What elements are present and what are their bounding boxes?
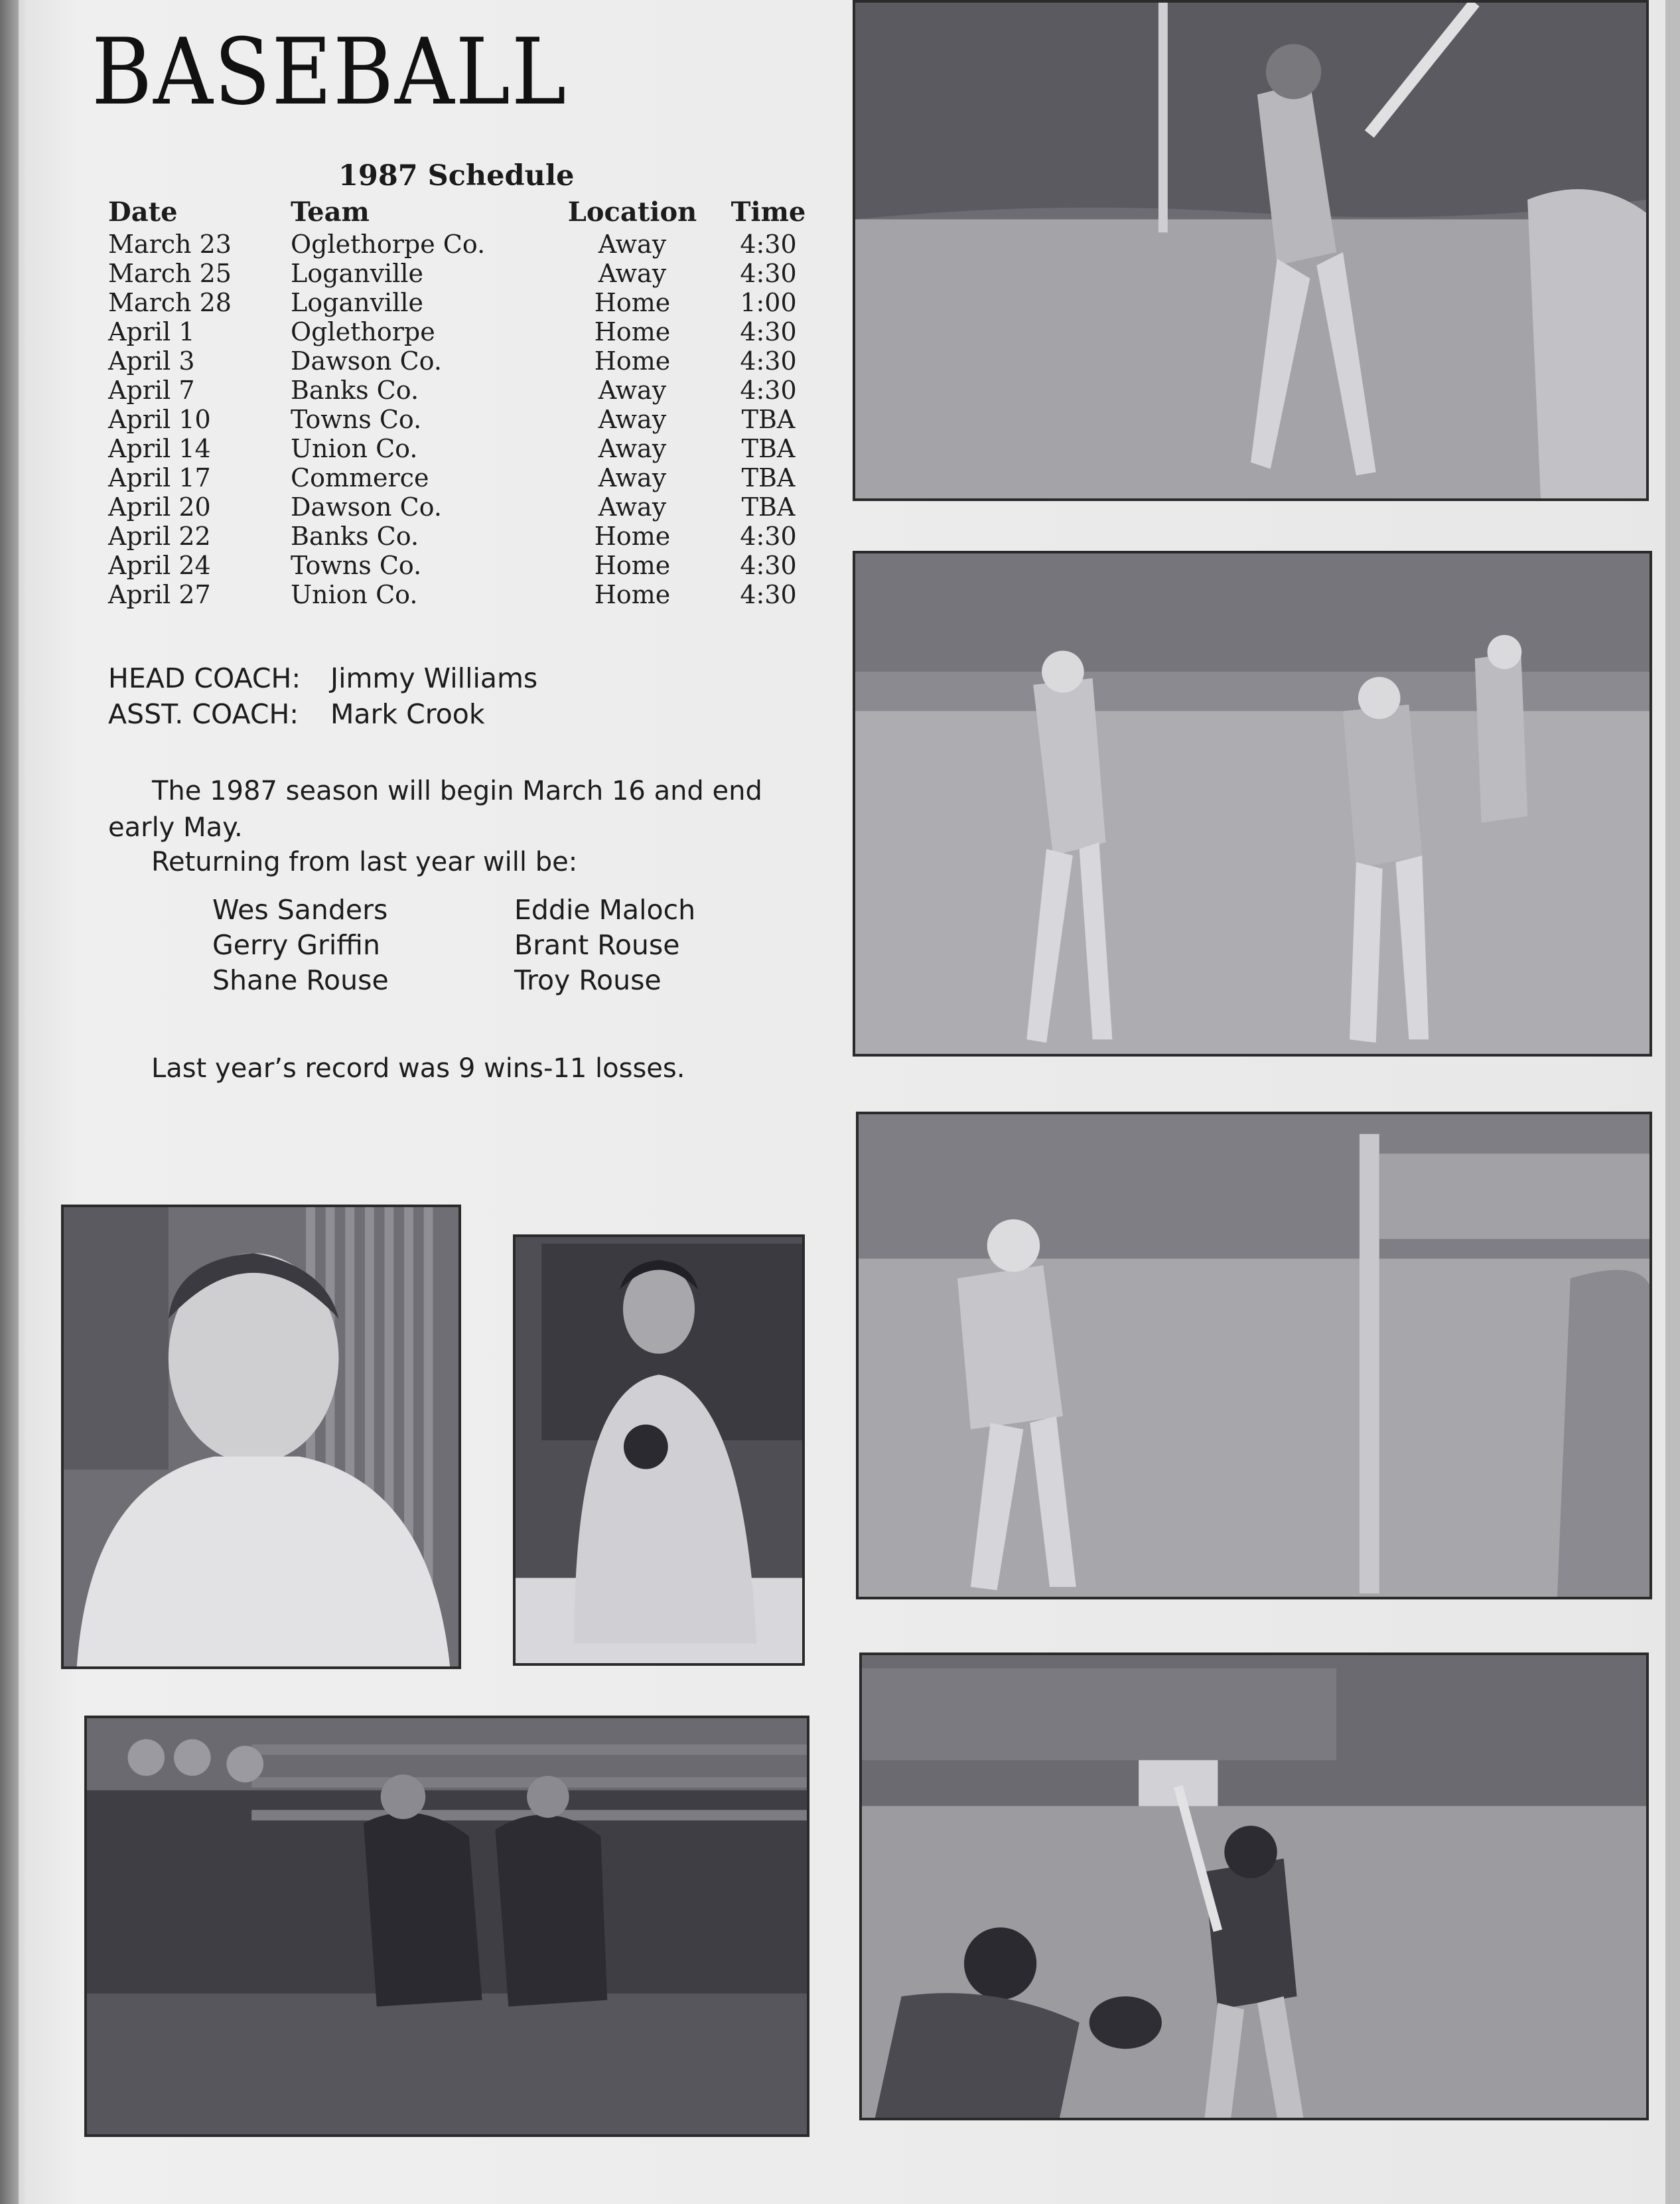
player-name: Eddie Maloch	[514, 894, 696, 926]
asst-coach-name: Mark Crook	[330, 698, 485, 730]
game-location: Away	[598, 405, 667, 434]
game-time: 1:00	[740, 288, 797, 317]
photo-assistant-coach	[513, 1234, 805, 1666]
game-team: Loganville	[291, 259, 423, 288]
game-time: 4:30	[740, 551, 797, 580]
game-team: Commerce	[291, 463, 429, 492]
schedule-row	[108, 230, 818, 259]
head-coach-label: HEAD COACH:	[108, 662, 301, 694]
game-location: Away	[598, 434, 667, 463]
game-time: 4:30	[740, 230, 797, 259]
page-edge	[1665, 0, 1680, 2204]
player-name: Wes Sanders	[212, 894, 388, 926]
photo-batter-catcher	[859, 1653, 1649, 2120]
header-team: Team	[291, 196, 370, 228]
game-date: April 24	[108, 551, 211, 580]
schedule-table	[108, 198, 818, 609]
game-location: Away	[598, 259, 667, 288]
players-left-column	[212, 893, 389, 998]
game-date: March 23	[108, 230, 232, 259]
schedule-row	[108, 259, 818, 288]
game-location: Away	[598, 376, 667, 405]
game-time: TBA	[741, 463, 796, 492]
game-team: Union Co.	[291, 580, 418, 609]
schedule-row	[108, 434, 818, 463]
game-date: March 25	[108, 259, 232, 288]
photo-batter	[853, 0, 1649, 501]
game-team: Banks Co.	[291, 376, 419, 405]
game-team: Towns Co.	[291, 551, 422, 580]
schedule-header-row	[108, 198, 818, 230]
game-team: Oglethorpe	[291, 317, 435, 346]
game-date: April 27	[108, 580, 211, 609]
game-location: Away	[598, 463, 667, 492]
game-team: Loganville	[291, 288, 423, 317]
schedule-row	[108, 580, 818, 609]
game-time: 4:30	[740, 522, 797, 551]
game-time: 4:30	[740, 346, 797, 376]
game-team: Dawson Co.	[291, 492, 442, 522]
game-team: Towns Co.	[291, 405, 422, 434]
header-location: Location	[567, 196, 697, 228]
head-coach-name: Jimmy Williams	[330, 662, 538, 694]
game-date: April 14	[108, 434, 211, 463]
schedule-row	[108, 376, 818, 405]
game-date: April 7	[108, 376, 195, 405]
head-coach-line	[108, 660, 537, 696]
game-time: TBA	[741, 492, 796, 522]
asst-coach-line	[108, 696, 537, 732]
game-location: Home	[594, 522, 671, 551]
game-time: TBA	[741, 434, 796, 463]
game-location: Home	[594, 317, 671, 346]
player-name: Shane Rouse	[212, 964, 389, 996]
game-location: Away	[598, 492, 667, 522]
returning-text: Returning from last year will be:	[151, 847, 578, 877]
coaches-block	[108, 660, 537, 732]
page-title: BASEBALL	[92, 19, 568, 125]
photo-players-handshake	[853, 551, 1652, 1057]
game-time: TBA	[741, 405, 796, 434]
game-date: April 10	[108, 405, 211, 434]
game-location: Home	[594, 346, 671, 376]
game-time: 4:30	[740, 376, 797, 405]
schedule-row	[108, 288, 818, 317]
header-date: Date	[108, 196, 178, 228]
player-name: Troy Rouse	[514, 964, 662, 996]
season-paragraph	[108, 773, 805, 846]
header-time: Time	[731, 196, 806, 228]
game-time: 4:30	[740, 317, 797, 346]
schedule-row	[108, 522, 818, 551]
game-location: Home	[594, 551, 671, 580]
game-date: March 28	[108, 288, 232, 317]
schedule-title: 1987 Schedule	[338, 159, 575, 192]
schedule-row	[108, 346, 818, 376]
player-name: Gerry Griffin	[212, 929, 380, 961]
game-time: 4:30	[740, 580, 797, 609]
game-date: April 22	[108, 522, 211, 551]
schedule-row	[108, 405, 818, 434]
photo-player-walking	[856, 1112, 1652, 1599]
record-text: Last year’s record was 9 wins-11 losses.	[151, 1053, 685, 1084]
schedule-row	[108, 492, 818, 522]
game-location: Away	[598, 230, 667, 259]
player-name: Brant Rouse	[514, 929, 680, 961]
schedule-row	[108, 317, 818, 346]
season-text: The 1987 season will begin March 16 and end early May.	[108, 776, 762, 843]
game-team: Dawson Co.	[291, 346, 442, 376]
game-team: Union Co.	[291, 434, 418, 463]
game-team: Banks Co.	[291, 522, 419, 551]
game-team: Oglethorpe Co.	[291, 230, 486, 259]
game-date: April 20	[108, 492, 211, 522]
asst-coach-label: ASST. COACH:	[108, 698, 299, 730]
schedule-row	[108, 551, 818, 580]
photo-head-coach	[61, 1205, 461, 1669]
book-spine-shadow	[0, 0, 19, 2204]
game-date: April 3	[108, 346, 195, 376]
game-date: April 17	[108, 463, 211, 492]
schedule-row	[108, 463, 818, 492]
photo-dugout	[84, 1716, 809, 2137]
game-location: Home	[594, 288, 671, 317]
game-time: 4:30	[740, 259, 797, 288]
game-date: April 1	[108, 317, 195, 346]
game-location: Home	[594, 580, 671, 609]
players-right-column	[514, 893, 695, 998]
